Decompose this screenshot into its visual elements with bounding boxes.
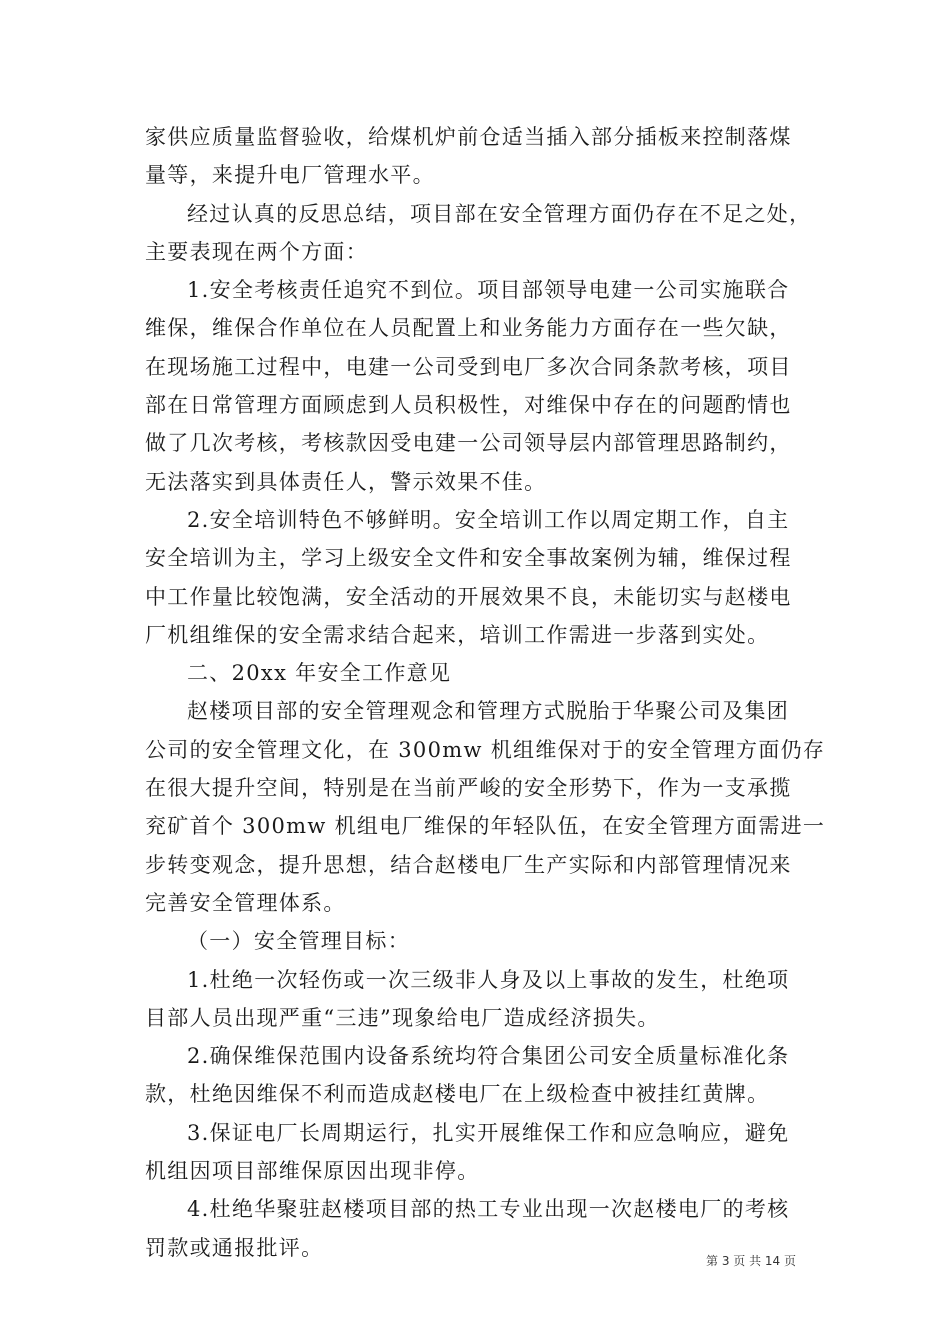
goal-item-3: 3.保证电厂长周期运行，扎实开展维保工作和应急响应，避免 (187, 1120, 790, 1145)
list-item-heading-1: 1.安全考核责任追究不到位。项目部领导电建一公司实施联合 (187, 278, 790, 303)
document-body (145, 118, 826, 1267)
text-line: 在现场施工过程中，电建一公司受到电厂多次合同条款考核，项目 (145, 354, 792, 379)
text-line: 中工作量比较饱满，安全活动的开展效果不良，未能切实与赵楼电 (145, 584, 792, 609)
text-line: 机组因项目部维保原因出现非停。 (145, 1159, 480, 1184)
text-line: 在很大提升空间，特别是在当前严峻的安全形势下，作为一支承揽 (145, 776, 792, 801)
text-line: 维保，维保合作单位在人员配置上和业务能力方面存在一些欠缺， (145, 316, 792, 341)
goal-item-4: 4.杜绝华聚驻赵楼项目部的热工专业出现一次赵楼电厂的考核 (187, 1197, 790, 1222)
text-line: 罚款或通报批评。 (145, 1235, 324, 1260)
section-heading: 二、20xx 年安全工作意见 (187, 661, 452, 686)
text-line: 无法落实到具体责任人，警示效果不佳。 (145, 469, 547, 494)
list-item-heading-2: 2.安全培训特色不够鲜明。安全培训工作以周定期工作，自主 (187, 507, 790, 532)
page-indicator: 第 3 页 共 14 页 (706, 1254, 796, 1268)
text-line: 安全培训为主，学习上级安全文件和安全事故案例为辅，维保过程 (145, 546, 792, 571)
text-line: 公司的安全管理文化，在 300mw 机组维保对于的安全管理方面仍存 (145, 737, 826, 762)
paragraph-start-line: 经过认真的反思总结，项目部在安全管理方面仍存在不足之处， (187, 201, 812, 226)
text-line: 主要表现在两个方面： (145, 239, 368, 264)
text-line: 部在日常管理方面顾虑到人员积极性，对维保中存在的问题酌情也 (145, 393, 792, 418)
text-line: 目部人员出现严重“三违”现象给电厂造成经济损失。 (145, 1005, 660, 1030)
goal-item-2: 2.确保维保范围内设备系统均符合集团公司安全质量标准化条 (187, 1044, 790, 1069)
text-line: 款，杜绝因维保不利而造成赵楼电厂在上级检查中被挂红黄牌。 (145, 1082, 770, 1107)
text-line: 完善安全管理体系。 (145, 890, 346, 915)
text-line: 量等，来提升电厂管理水平。 (145, 163, 435, 188)
goal-item-1: 1.杜绝一次轻伤或一次三级非人身及以上事故的发生，杜绝项 (187, 967, 790, 992)
paragraph-start-line: 赵楼项目部的安全管理观念和管理方式脱胎于华聚公司及集团 (187, 699, 790, 724)
subsection-heading: （一）安全管理目标： (187, 929, 410, 954)
text-line: 兖矿首个 300mw 机组电厂维保的年轻队伍，在安全管理方面需进一 (145, 814, 826, 839)
text-line: 家供应质量监督验收，给煤机炉前仓适当插入部分插板来控制落煤 (145, 125, 792, 149)
text-line: 步转变观念，提升思想，结合赵楼电厂生产实际和内部管理情况来 (145, 852, 792, 877)
text-line: 厂机组维保的安全需求结合起来，培训工作需进一步落到实处。 (145, 622, 770, 647)
text-line: 做了几次考核，考核款因受电建一公司领导层内部管理思路制约， (145, 431, 792, 456)
